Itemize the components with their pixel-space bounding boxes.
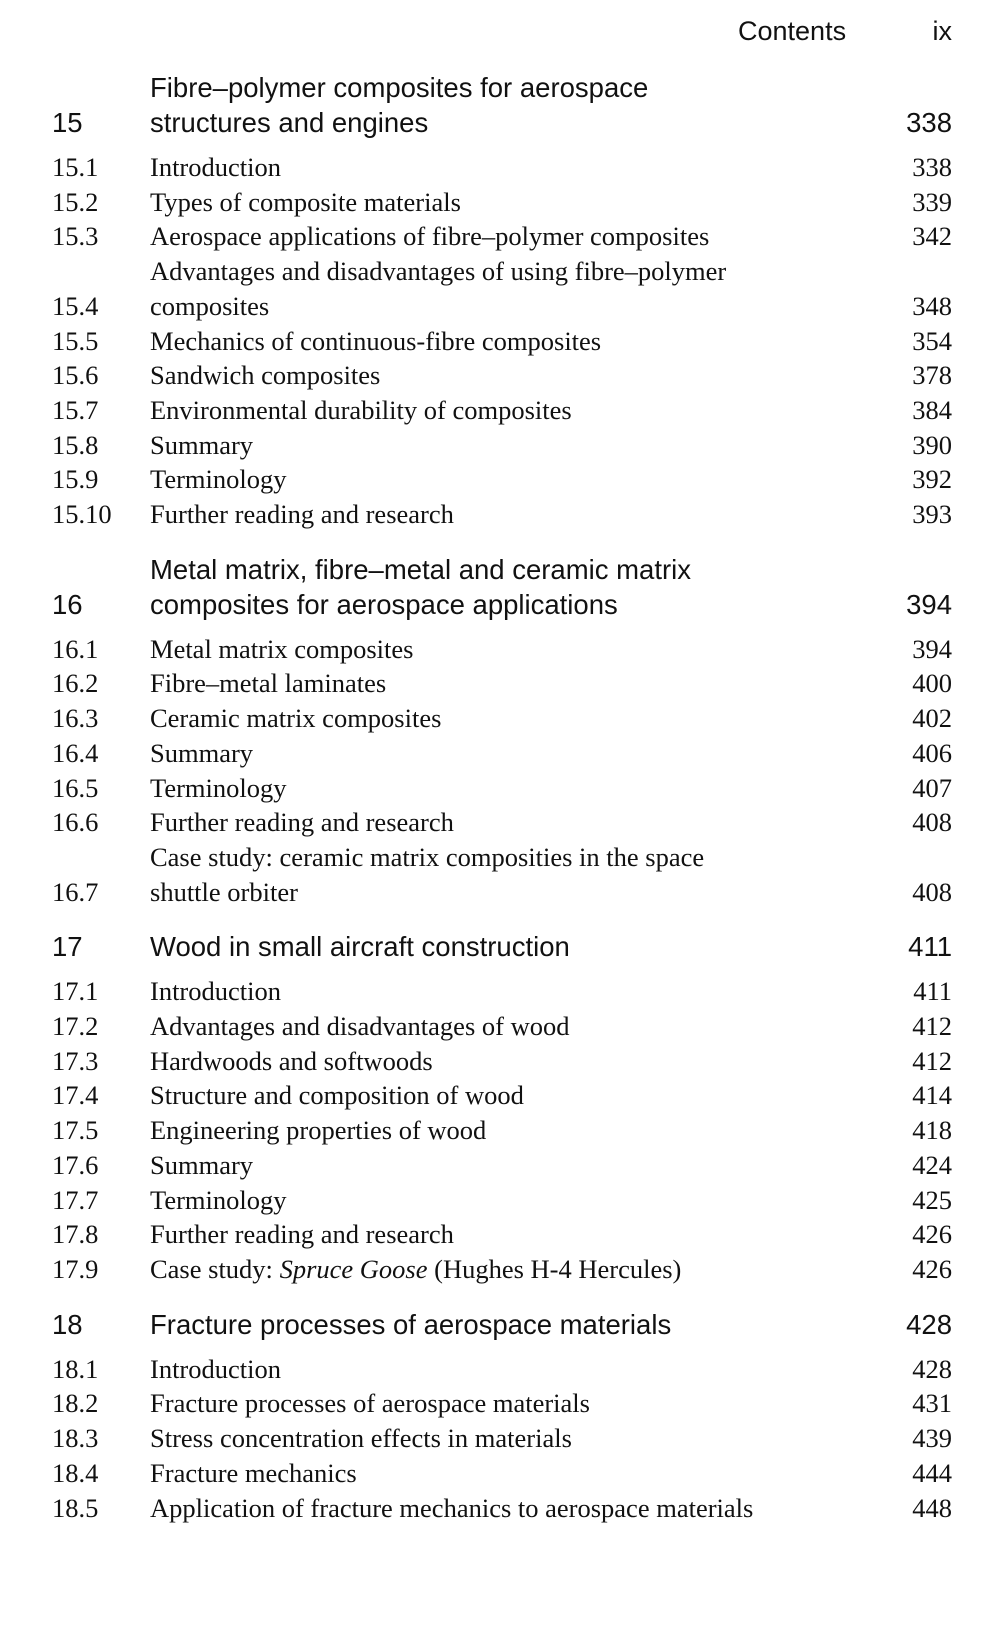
section-number: 16.6 [52,807,99,838]
chapter-number: 18 [52,1308,83,1340]
section-title: Advantages and disadvantages of wood [150,1011,570,1042]
toc-entry[interactable] [0,1421,1000,1456]
section-title: Introduction [150,1353,281,1384]
section-number: 15.3 [52,221,99,252]
section-number: 17.8 [52,1219,99,1250]
section-page-number: 384 [912,394,952,425]
section-title: Types of composite materials [150,186,461,217]
section-title: Summary [150,1149,254,1180]
section-title: Advantages and disadvantages of using fibre–polymer composites [150,256,727,321]
section-page-number: 412 [912,1045,952,1076]
section-number: 17.3 [52,1045,99,1076]
chapter-page-number: 338 [906,107,952,138]
section-page-number: 408 [912,807,952,838]
section-number: 18.2 [52,1388,99,1419]
section-title: Introduction [150,976,281,1007]
section-number: 15.6 [52,360,99,391]
section-page-number: 402 [912,703,952,734]
chapter-heading[interactable] [0,552,1000,622]
section-title: Terminology [150,464,287,495]
chapter-title: Fibre–polymer composites for aerospace structures and engines [150,72,649,138]
section-title: Further reading and research [150,1219,454,1250]
chapter-page-number: 428 [906,1308,952,1340]
section-number: 16.3 [52,703,99,734]
toc-entry[interactable] [0,840,1000,909]
section-page-number: 407 [912,772,952,803]
section-number: 15.9 [52,464,99,495]
section-title: Mechanics of continuous-fibre composites [150,325,602,356]
toc-entry[interactable] [0,1456,1000,1491]
chapter-number: 16 [52,588,83,620]
section-number: 15.7 [52,394,99,425]
section-title: Structure and composition of wood [150,1080,524,1111]
section-title [150,1252,890,1287]
chapter-page-number: 394 [906,588,952,620]
toc-entry[interactable] [0,393,1000,428]
chapter-number: 15 [52,107,83,138]
section-number: 18.5 [52,1492,99,1523]
toc-entry[interactable] [0,1078,1000,1113]
section-page-number: 426 [912,1219,952,1250]
chapter-16 [0,552,1000,910]
section-title: Hardwoods and softwoods [150,1045,433,1076]
toc-entry[interactable] [0,1252,1000,1287]
section-page-number: 414 [912,1080,952,1111]
running-header [0,12,1000,52]
section-page-number: 339 [912,186,952,217]
section-page-number: 354 [912,325,952,356]
section-page-number: 431 [912,1388,952,1419]
toc-entry[interactable] [0,736,1000,771]
section-number: 16.2 [52,668,99,699]
section-number: 18.1 [52,1353,99,1384]
section-page-number: 400 [912,668,952,699]
section-page-number: 428 [912,1353,952,1384]
section-page-number: 444 [912,1457,952,1488]
toc-entry[interactable] [0,666,1000,701]
section-page-number: 418 [912,1115,952,1146]
toc-entry[interactable] [0,974,1000,1009]
toc-entry[interactable] [0,771,1000,806]
section-number: 16.4 [52,737,99,768]
section-title: Aerospace applications of fibre–polymer composites [150,221,710,252]
chapter-heading[interactable] [0,1307,1000,1342]
section-title: Further reading and research [150,807,454,838]
chapter-page-number: 411 [908,931,952,963]
section-number: 17.9 [52,1253,99,1284]
toc-entry[interactable] [0,1491,1000,1526]
chapter-title: Fracture processes of aerospace materials [150,1308,672,1340]
section-page-number: 424 [912,1149,952,1180]
section-number: 16.7 [52,876,99,907]
section-title: Further reading and research [150,499,454,530]
section-title: Metal matrix composites [150,633,414,664]
section-title: Fracture mechanics [150,1457,357,1488]
section-title-italic: Spruce Goose [279,1253,428,1284]
section-number: 18.4 [52,1457,99,1488]
toc-entry[interactable] [0,219,1000,254]
section-page-number: 439 [912,1423,952,1454]
toc-entry[interactable] [0,358,1000,393]
toc-entry[interactable] [0,254,1000,323]
section-title: Fracture processes of aerospace materials [150,1388,590,1419]
section-page-number: 406 [912,737,952,768]
section-number: 18.3 [52,1423,99,1454]
section-page-number: 408 [912,876,952,907]
section-title-text: (Hughes H-4 Hercules) [427,1253,682,1284]
section-page-number: 425 [912,1184,952,1215]
chapter-18 [0,1307,1000,1526]
toc-entry[interactable] [0,185,1000,220]
running-title: Contents [738,16,847,46]
section-title: Application of fracture mechanics to aerospace materials [150,1492,754,1523]
section-number: 17.6 [52,1149,99,1180]
section-number: 17.5 [52,1115,99,1146]
chapter-title: Metal matrix, fibre–metal and ceramic matrix composites for aerospace applications [150,553,691,620]
section-number: 16.5 [52,772,99,803]
toc-entry[interactable] [0,1352,1000,1387]
section-title: Sandwich composites [150,360,381,391]
section-page-number: 378 [912,360,952,391]
toc-entry[interactable] [0,497,1000,532]
toc-entry[interactable] [0,428,1000,463]
toc-entry[interactable] [0,1217,1000,1252]
section-title: Fibre–metal laminates [150,668,387,699]
section-title: Ceramic matrix composites [150,703,442,734]
toc-entry[interactable] [0,1183,1000,1218]
section-title: Introduction [150,152,281,182]
section-title: Terminology [150,1184,287,1215]
section-page-number: 411 [913,976,952,1007]
section-page-number: 342 [912,221,952,252]
section-number: 16.1 [52,633,99,664]
toc-entry[interactable] [0,1113,1000,1148]
section-title: Case study: ceramic matrix composities in the space shuttle orbiter [150,841,705,907]
toc-entry[interactable] [0,324,1000,359]
toc-entry[interactable] [0,1044,1000,1079]
chapter-15 [0,70,1000,532]
section-page-number: 412 [912,1011,952,1042]
section-title: Terminology [150,772,287,803]
section-title: Environmental durability of composites [150,394,572,425]
section-number: 15.10 [52,499,112,530]
section-page-number: 390 [912,429,952,460]
section-page-number: 448 [912,1492,952,1523]
section-number: 15.5 [52,325,99,356]
toc-entry[interactable] [0,150,1000,185]
chapter-title: Wood in small aircraft construction [150,931,570,963]
page-number: ix [932,16,952,46]
chapter-number: 17 [52,931,83,963]
section-page-number: 393 [912,499,952,530]
section-number: 15.2 [52,186,99,217]
section-number: 15.1 [52,152,99,182]
section-title: Summary [150,737,254,768]
toc-entry[interactable] [0,1009,1000,1044]
toc-entry[interactable] [0,632,1000,667]
chapter-heading[interactable] [0,70,1000,140]
toc-entry[interactable] [0,701,1000,736]
toc-entry[interactable] [0,805,1000,840]
section-page-number: 392 [912,464,952,495]
section-number: 15.4 [52,290,99,321]
section-title: Stress concentration effects in materials [150,1423,572,1454]
chapter-heading[interactable] [0,929,1000,964]
chapter-17 [0,929,1000,1286]
section-number: 17.1 [52,976,99,1007]
section-title: Summary [150,429,254,460]
section-number: 15.8 [52,429,99,460]
section-page-number: 348 [912,290,952,321]
section-page-number: 394 [912,633,952,664]
section-title: Engineering properties of wood [150,1115,487,1146]
section-number: 17.7 [52,1184,99,1215]
section-number: 17.2 [52,1011,99,1042]
toc-entry[interactable] [0,1386,1000,1421]
table-of-contents [0,70,1000,1545]
section-page-number: 426 [912,1253,952,1284]
section-page-number: 338 [912,152,952,182]
toc-entry[interactable] [0,1148,1000,1183]
section-number: 17.4 [52,1080,99,1111]
section-title-text: Case study: [150,1253,280,1284]
toc-entry[interactable] [0,462,1000,497]
